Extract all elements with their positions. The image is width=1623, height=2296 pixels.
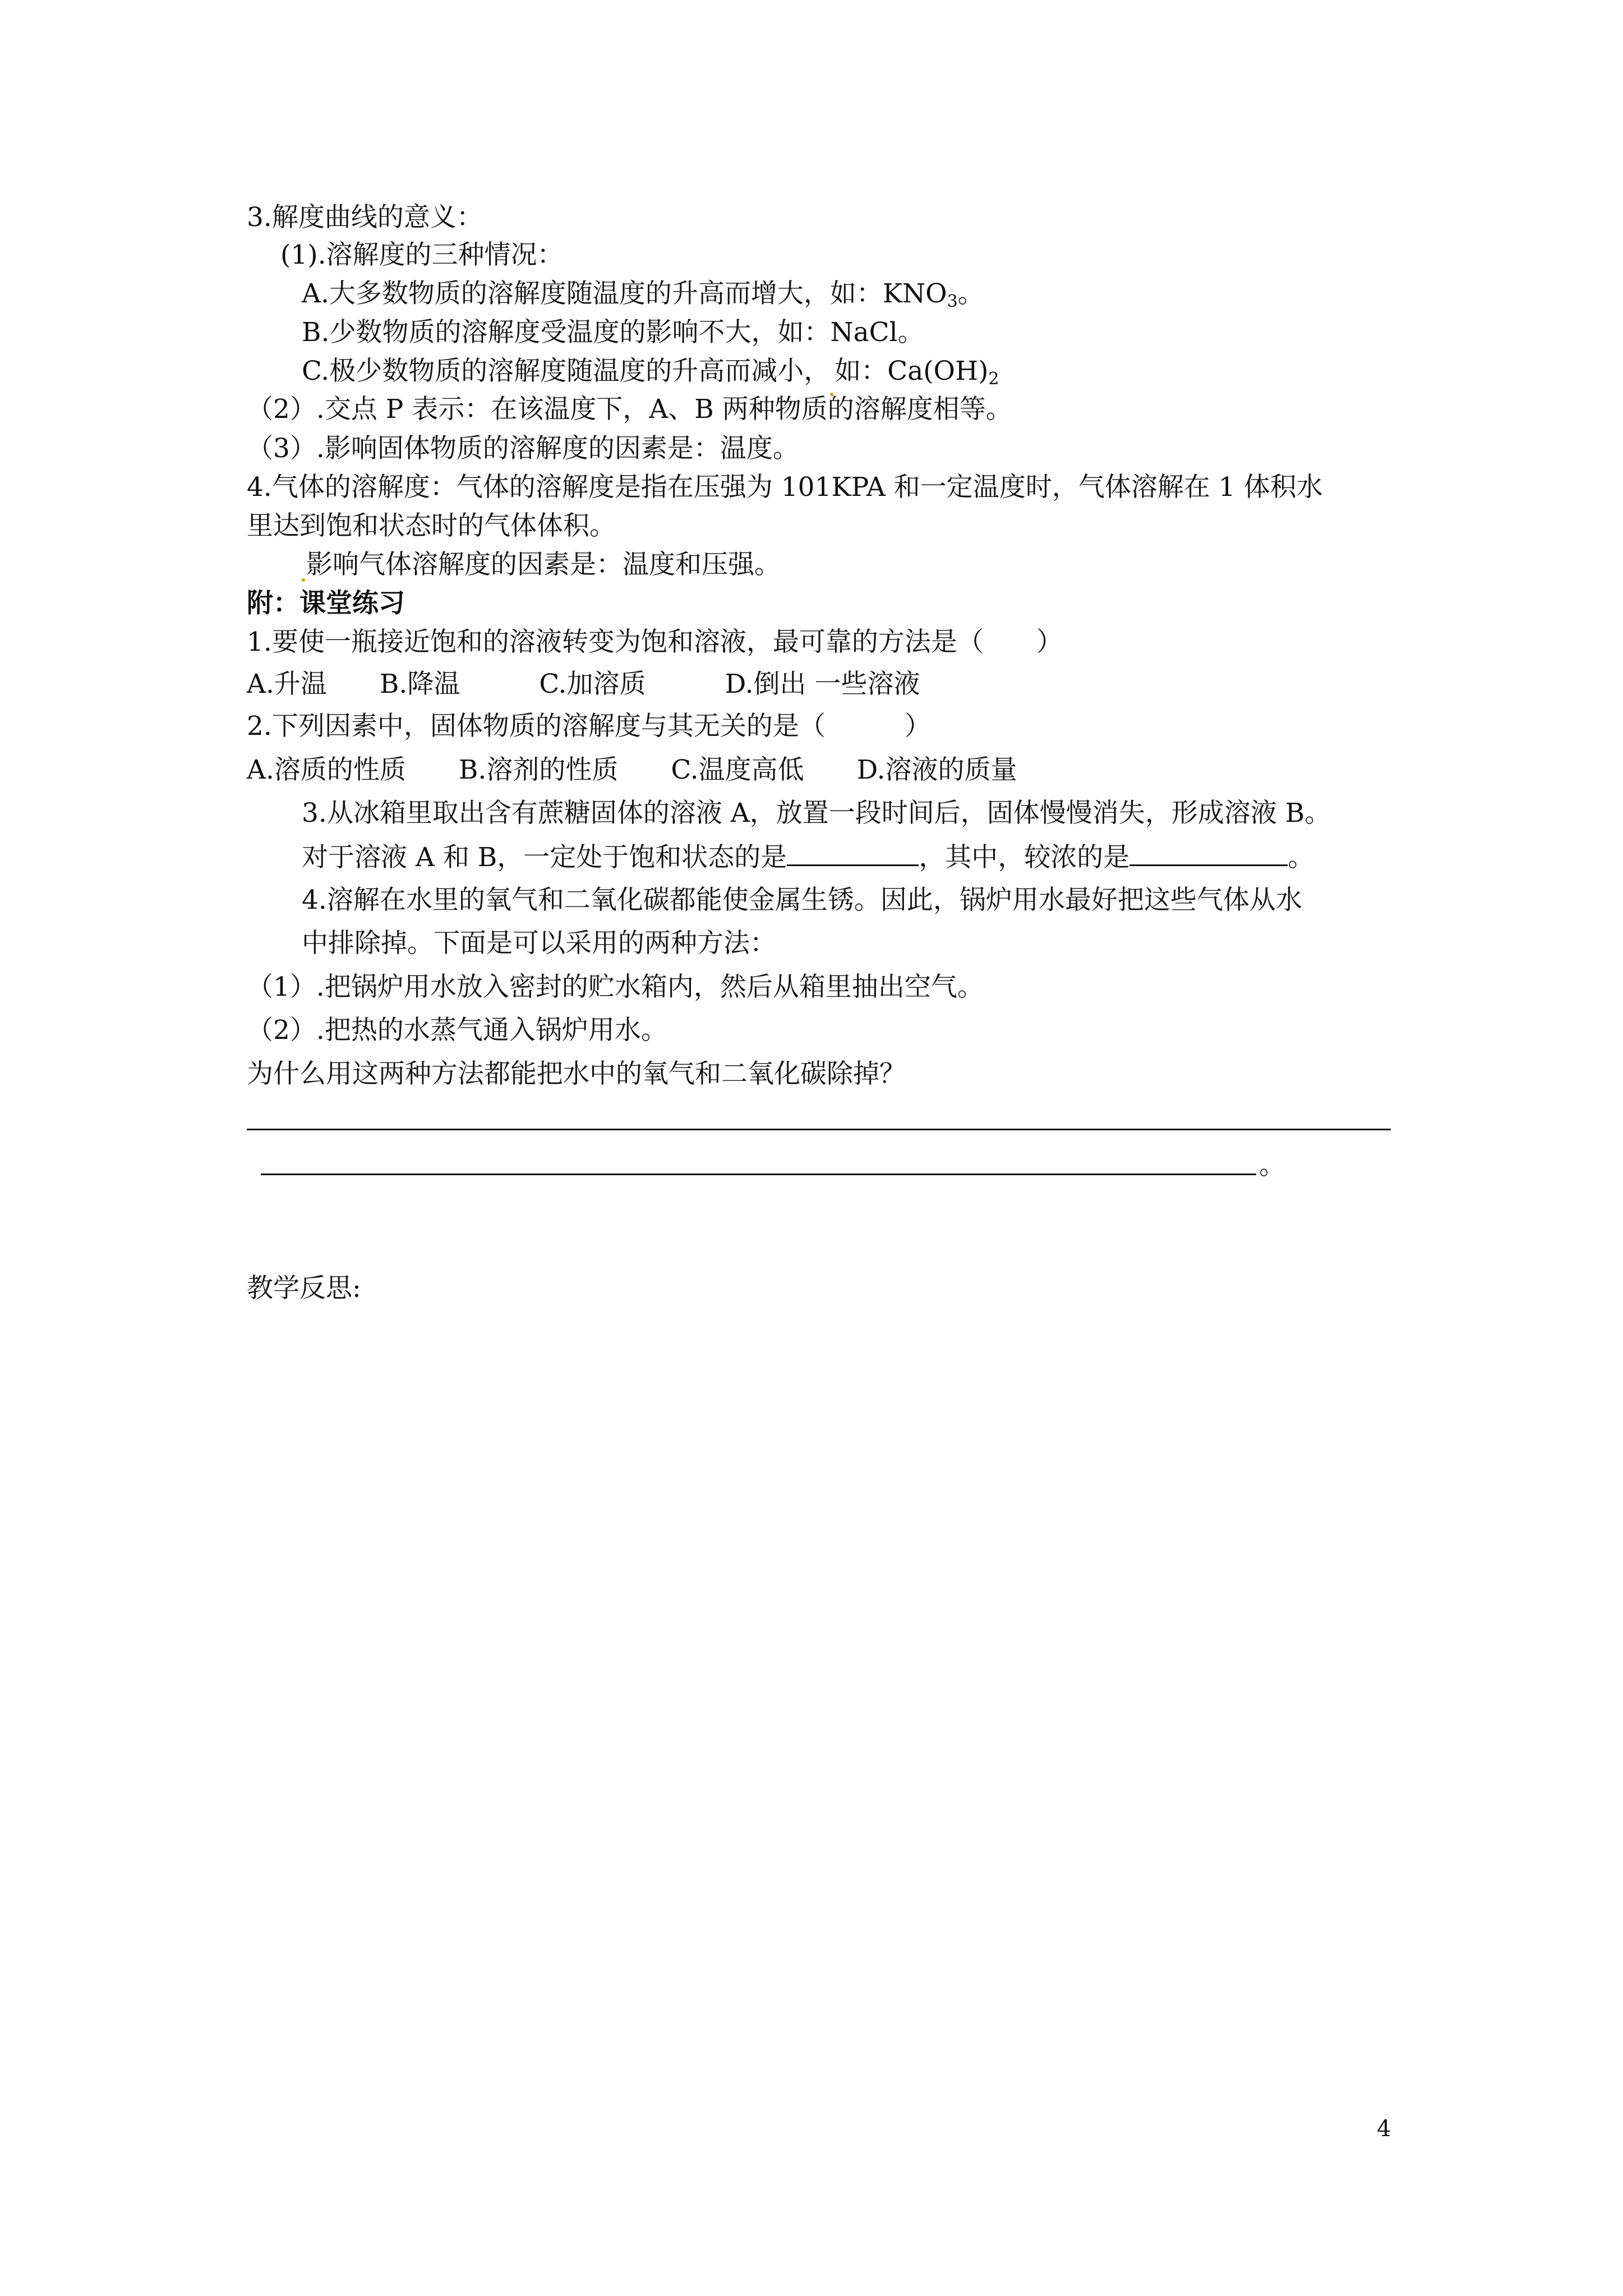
case-a-subscript: 3 bbox=[947, 292, 958, 311]
solid-solubility-factor: （3）.影响固体物质的溶解度的因素是：温度。 bbox=[247, 433, 799, 464]
case-a bbox=[302, 277, 984, 319]
answer-line-2[interactable] bbox=[261, 1174, 1256, 1175]
gas-solubility-line1: 4.气体的溶解度：气体的溶解度是指在压强为 101KPA 和一定温度时，气体溶解在 1 体积水 bbox=[247, 472, 1323, 503]
answer-end-mark: 。 bbox=[1259, 1150, 1285, 1181]
question-3-line2 bbox=[302, 840, 1314, 875]
answer-line-1[interactable] bbox=[247, 1129, 1391, 1130]
section-3-heading: 3.解度曲线的意义： bbox=[247, 202, 483, 233]
solubility-cases-heading: (1).溶解度的三种情况： bbox=[280, 240, 564, 270]
case-c-text2: 如：Ca(OH) bbox=[834, 356, 989, 386]
teaching-reflection-label: 教学反思: bbox=[247, 1273, 361, 1304]
question-3-line1: 3.从冰箱里取出含有蔗糖固体的溶液 A，放置一段时间后，固体慢慢消失，形成溶液 B。 bbox=[302, 798, 1331, 829]
question-1-options: A.升温 B.降温 C.加溶质 D.倒出 一些溶液 bbox=[247, 669, 920, 700]
question-1: 1.要使一瓶接近饱和的溶液转变为饱和溶液，最可靠的方法是（ ） bbox=[247, 627, 1063, 657]
method-2: （2）.把热的水蒸气通入锅炉用水。 bbox=[247, 1015, 667, 1046]
intersection-p-note: （2）.交点 P 表示：在该温度下，A、B 两种物质的溶解度相等。 bbox=[247, 394, 1012, 425]
case-b: B.少数物质的溶解度受温度的影响不大，如：NaCl。 bbox=[302, 317, 924, 348]
gas-solubility-factors bbox=[302, 548, 781, 582]
case-c bbox=[302, 355, 999, 396]
question-2-options: A.溶质的性质 B.溶剂的性质 C.温度高低 D.溶液的质量 bbox=[247, 754, 1017, 785]
gas-solubility-line2: 里达到饱和状态时的气体体积。 bbox=[247, 510, 616, 541]
page-number: 4 bbox=[1377, 2116, 1391, 2142]
question-3-text-c: 。 bbox=[1288, 842, 1315, 873]
why-question: 为什么用这两种方法都能把水中的氧气和二氧化碳除掉？ bbox=[247, 1059, 906, 1089]
gas-solubility-factors-text: 影响气体溶解度的因素是：温度和压强。 bbox=[306, 549, 781, 580]
case-c-subscript: 2 bbox=[988, 369, 999, 389]
question-2: 2.下列因素中，固体物质的溶解度与其无关的是（ ） bbox=[247, 711, 931, 742]
case-a-text: A.大多数物质的溶解度随温度的升高而增大，如：KNO bbox=[302, 278, 947, 309]
question-4-line2: 中排除掉。下面是可以采用的两种方法： bbox=[302, 928, 776, 959]
answer-blank-saturated[interactable] bbox=[787, 840, 919, 866]
stray-dot-2 bbox=[302, 578, 305, 582]
answer-blank-concentrated[interactable] bbox=[1129, 840, 1288, 866]
case-a-end: 。 bbox=[957, 278, 984, 309]
practice-heading: 附：课堂练习 bbox=[247, 588, 405, 619]
question-3-text-b: ，其中，较浓的是 bbox=[919, 842, 1130, 873]
case-c-text: C.极少数物质的溶解度随温度的升高而减小， bbox=[302, 356, 831, 386]
method-1: （1）.把锅炉用水放入密封的贮水箱内，然后从箱里抽出空气。 bbox=[247, 972, 984, 1002]
question-3-text-a: 对于溶液 A 和 B，一定处于饱和状态的是 bbox=[302, 842, 787, 873]
question-4-line1: 4.溶解在水里的氧气和二氧化碳都能使金属生锈。因此，锅炉用水最好把这些气体从水 bbox=[302, 885, 1302, 915]
